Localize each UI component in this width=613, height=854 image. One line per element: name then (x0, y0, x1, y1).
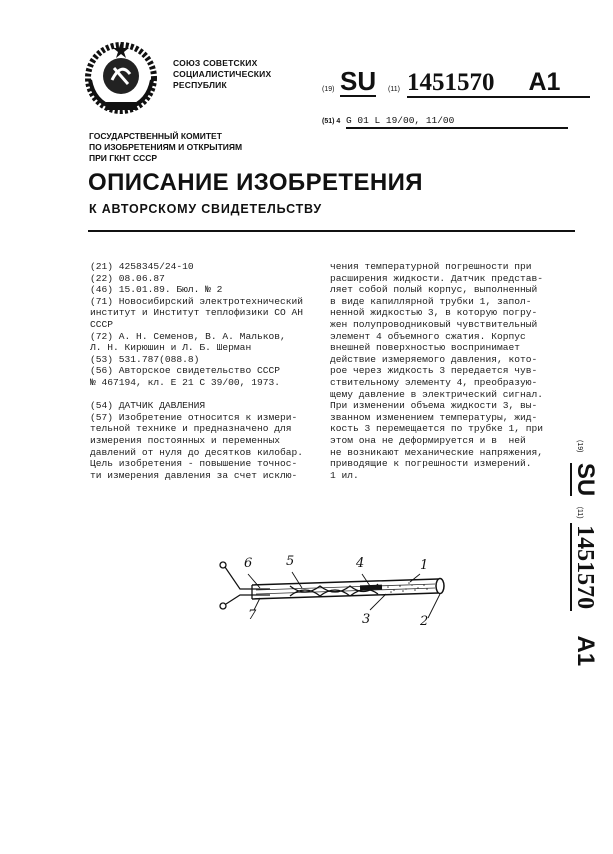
text-line: тельной технике и предназначено для (90, 423, 292, 435)
text-line: (57) Изобретение относится к измери- (90, 411, 298, 423)
text-line: (22) 08.06.87 (90, 272, 165, 284)
text-line: При изменении объема жидкости 3, вы- (330, 400, 538, 412)
text-line: ненной жидкостью 3, в которую погру- (330, 307, 538, 319)
side-patent-number: 1451570 (572, 525, 598, 610)
lead-wire (226, 595, 270, 604)
terminal-icon (220, 603, 226, 609)
tube-end (436, 579, 444, 594)
text-line: щему давление в электрический сигнал. (330, 388, 544, 400)
text-line: ляет собой полый корпус, выполненный (330, 284, 538, 296)
ipc-tag: (51) 4 (322, 118, 341, 125)
side-kind-code: A1 (572, 635, 599, 667)
text-line: ти измерения давления за счет исклю- (90, 469, 298, 481)
figure-label-2: 2 (420, 614, 429, 629)
ipc-classification (322, 115, 567, 129)
text-line: СССР (90, 318, 114, 330)
country-line: РЕСПУБЛИК (173, 80, 227, 90)
figure-label-3: 3 (362, 612, 371, 627)
text-line: (53) 531.787(088.8) (90, 353, 200, 365)
number-tag: (11) (388, 86, 400, 93)
ussr-emblem-icon (84, 40, 158, 114)
header-divider (88, 230, 575, 232)
country-code: SU (340, 66, 377, 96)
side-number-tag: (11) (576, 506, 583, 519)
text-line: действие измеряемого давления, кото- (330, 353, 538, 365)
figure-label-7: 7 (248, 608, 257, 623)
abstract-column (330, 261, 570, 481)
committee-line: ГОСУДАРСТВЕННЫЙ КОМИТЕТ (89, 131, 222, 141)
text-line: (72) А. Н. Семенов, В. А. Мальков, (90, 330, 286, 342)
patent-number-block (322, 68, 567, 100)
text-line: ствительному элементу 4, преобразую- (330, 376, 538, 388)
figure-label-5: 5 (286, 554, 295, 569)
text-line: (71) Новосибирский электротехнический (90, 295, 304, 307)
text-line (90, 389, 315, 401)
text-line: званном изменением температуры, жид- (330, 411, 538, 423)
kind-code: A1 (528, 68, 561, 96)
text-line: в виде капиллярной трубки 1, запол- (330, 295, 532, 307)
country-code-tag: (19) (322, 86, 335, 93)
text-line: Цель изобретения - повышение точнос- (90, 458, 298, 470)
side-stamp (563, 440, 613, 700)
patent-number: 1451570 (407, 69, 495, 96)
committee-name (89, 131, 242, 164)
patent-number-line (407, 70, 590, 98)
text-line: жен полупроводниковый чувствительный (330, 318, 538, 330)
document-title: ОПИСАНИЕ ИЗОБРЕТЕНИЯ (88, 169, 423, 196)
sensing-element (360, 585, 382, 591)
figure-label-6: 6 (244, 556, 253, 571)
country-line: СОЮЗ СОВЕТСКИХ (173, 58, 258, 68)
text-line: внешней поверхностью воспринимает (330, 342, 520, 354)
text-line: Л. Н. Кирюшин и Л. Б. Шерман (90, 342, 252, 354)
sensor-figure (210, 552, 460, 632)
country-name (173, 58, 271, 91)
text-line: этом она не деформируется и в ней (330, 434, 526, 446)
side-country-tag: (19) (576, 440, 583, 453)
text-line: не возникают механические напряжения, (330, 446, 544, 458)
side-country-code: SU (572, 462, 599, 497)
text-line: рое через жидкость 3 передается чув- (330, 365, 538, 377)
ipc-value: G 01 L 19/00, 11/00 (346, 115, 568, 129)
text-line: элемент 4 объемного сжатия. Корпус (330, 330, 526, 342)
text-line: приводящие к погрешности измерений. (330, 458, 532, 470)
text-line: (46) 15.01.89. Бюл. № 2 (90, 284, 223, 296)
figure-label-1: 1 (420, 558, 429, 573)
text-line: чения температурной погрешности при (330, 261, 532, 272)
figure-label-4: 4 (356, 556, 365, 571)
text-line: расширения жидкости. Датчик представ- (330, 272, 544, 284)
liquid-fill (387, 582, 428, 593)
document-subtitle: К АВТОРСКОМУ СВИДЕТЕЛЬСТВУ (89, 202, 322, 216)
bibliographic-column (90, 261, 315, 481)
committee-line: ПРИ ГКНТ СССР (89, 153, 158, 163)
text-line: институт и Институт теплофизики СО АН (90, 307, 304, 319)
text-line: измерения постоянных и переменных (90, 434, 280, 446)
text-line: кость 3 перемещается по трубке 1, при (330, 423, 544, 435)
text-line: (21) 4258345/24-10 (90, 261, 194, 272)
text-line: (56) Авторское свидетельство СССР (90, 365, 280, 377)
text-line: 1 ил. (330, 469, 359, 481)
committee-line: ПО ИЗОБРЕТЕНИЯМ И ОТКРЫТИЯМ (89, 142, 243, 152)
text-line: давлений от нуля до десятков килобар. (90, 446, 304, 458)
text-line: № 467194, кл. E 21 C 39/00, 1973. (90, 376, 280, 388)
country-line: СОЦИАЛИСТИЧЕСКИХ (173, 69, 272, 79)
text-line: (54) ДАТЧИК ДАВЛЕНИЯ (90, 400, 206, 412)
